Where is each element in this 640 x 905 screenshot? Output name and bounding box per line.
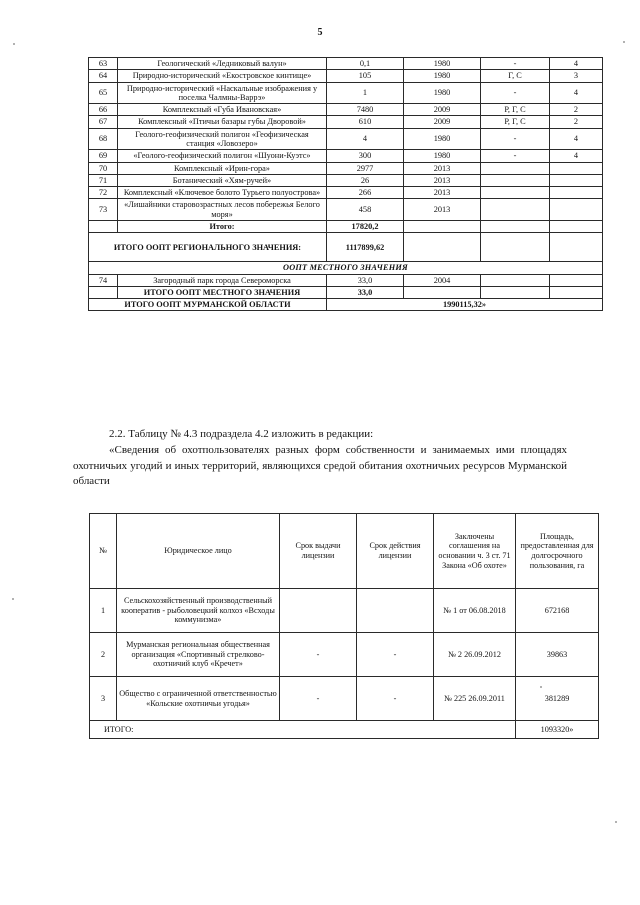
row-area: 266 — [327, 187, 404, 199]
row-name: Комплексный «Губа Ивановская» — [118, 104, 327, 116]
table-row — [89, 162, 603, 174]
row-number: 65 — [89, 82, 118, 104]
table-row — [89, 104, 603, 116]
row-category: 2 — [550, 104, 603, 116]
scan-speckle — [12, 598, 14, 600]
row-agreement: № 2 26.09.2012 — [434, 633, 516, 677]
row-name: Геологический «Ледниковый валун» — [118, 58, 327, 70]
row-year: 2013 — [404, 174, 481, 186]
local-total-area: 33,0 — [327, 286, 404, 298]
table-row — [89, 150, 603, 162]
local-section-banner-row — [89, 262, 603, 274]
row-number: 74 — [89, 274, 118, 286]
header-issue-date: Срок выдачи лицензии — [280, 514, 357, 589]
hunters-total-label: ИТОГО: — [90, 721, 516, 739]
oopt-table-container — [88, 57, 579, 311]
row-status: - — [481, 128, 550, 150]
table-row — [90, 677, 599, 721]
row-status — [481, 162, 550, 174]
oopt-table — [88, 57, 603, 311]
local-total-row — [89, 286, 603, 298]
row-year: 1980 — [404, 58, 481, 70]
row-status: - — [481, 58, 550, 70]
table-row — [89, 187, 603, 199]
oopt-table-body — [89, 58, 603, 311]
hunters-table-container — [89, 513, 594, 739]
row-number: 1 — [90, 589, 117, 633]
header-valid-date: Срок действия лицензии — [357, 514, 434, 589]
clause-body: «Сведения об охотпользователях разных форм собственности и занимаемых ими площадях охотничьих угодий и иных территорий, являющихся средой обитания охотничьих ресурсов Мурманской области — [73, 443, 567, 488]
regional-total-category — [550, 233, 603, 262]
row-category: 4 — [550, 128, 603, 150]
table-row — [89, 174, 603, 186]
row-name: Комплексный «Птичьи базары губы Дворовой» — [118, 116, 327, 128]
table-row — [89, 58, 603, 70]
row-year: 2013 — [404, 199, 481, 221]
row-category: 4 — [550, 82, 603, 104]
header-agreement: Заключены соглашения на основании ч. 3 ст. 71 Закона «Об охоте» — [434, 514, 516, 589]
row-name: Природно-исторический «Екостровское кинтище» — [118, 70, 327, 82]
local-total-status — [481, 286, 550, 298]
row-year: 1980 — [404, 150, 481, 162]
row-category — [550, 162, 603, 174]
table-row — [89, 70, 603, 82]
row-number: 71 — [89, 174, 118, 186]
row-status: Р, Г, С — [481, 104, 550, 116]
row-year: 1980 — [404, 70, 481, 82]
row-status — [481, 274, 550, 286]
hunters-total-area: 1093320» — [516, 721, 599, 739]
row-number: 2 — [90, 633, 117, 677]
row-name: Комплексный «Ирин-гора» — [118, 162, 327, 174]
row-number: 73 — [89, 199, 118, 221]
row-status — [481, 187, 550, 199]
subtotal-area: 17820,2 — [327, 220, 404, 232]
row-number: 70 — [89, 162, 118, 174]
grand-total-label: ИТОГО ООПТ МУРМАНСКОЙ ОБЛАСТИ — [89, 299, 327, 311]
grand-total-area: 1990115,32» — [327, 299, 603, 311]
row-number: 72 — [89, 187, 118, 199]
subtotal-category — [550, 220, 603, 232]
page-number: 5 — [317, 27, 323, 38]
header-area: Площадь, предоставленная для долгосрочного пользования, га — [516, 514, 599, 589]
row-status: Г, С — [481, 70, 550, 82]
row-area: 1 — [327, 82, 404, 104]
row-number: 69 — [89, 150, 118, 162]
row-area: 105 — [327, 70, 404, 82]
row-category: 3 — [550, 70, 603, 82]
row-number: 3 — [90, 677, 117, 721]
row-name: Геолого-геофизический полигон «Геофизическая станция «Ловозеро» — [118, 128, 327, 150]
row-year: 2004 — [404, 274, 481, 286]
amendment-paragraph — [73, 427, 567, 506]
row-area: 300 — [327, 150, 404, 162]
row-status: Р, Г, С — [481, 116, 550, 128]
row-area: 26 — [327, 174, 404, 186]
row-name: Ботанический «Хям-ручей» — [118, 174, 327, 186]
hunters-table-body — [90, 514, 599, 739]
row-area: 458 — [327, 199, 404, 221]
table-header-row — [90, 514, 599, 589]
row-name: Природно-исторический «Наскальные изображения у поселка Чалмны-Варрэ» — [118, 82, 327, 104]
row-category: 4 — [550, 58, 603, 70]
scan-speckle — [623, 41, 625, 43]
local-section-banner: ООПТ МЕСТНОГО ЗНАЧЕНИЯ — [89, 262, 603, 274]
row-area: 672168 — [516, 589, 599, 633]
row-number: 68 — [89, 128, 118, 150]
subtotal-row — [89, 220, 603, 232]
row-issue-date — [280, 589, 357, 633]
row-agreement: № 1 от 06.08.2018 — [434, 589, 516, 633]
hunters-table — [89, 513, 599, 739]
table-row — [89, 274, 603, 286]
local-total-category — [550, 286, 603, 298]
row-category — [550, 174, 603, 186]
row-category: 2 — [550, 116, 603, 128]
row-number: 63 — [89, 58, 118, 70]
row-issue-date: - — [280, 677, 357, 721]
row-category — [550, 199, 603, 221]
row-status: - — [481, 150, 550, 162]
row-year: 2009 — [404, 116, 481, 128]
row-category: 4 — [550, 150, 603, 162]
subtotal-status — [481, 220, 550, 232]
hunters-total-row — [90, 721, 599, 739]
row-year: 2013 — [404, 162, 481, 174]
row-category — [550, 187, 603, 199]
header-number: № — [90, 514, 117, 589]
row-name: «Лишайники старовозрастных лесов побережья Белого моря» — [118, 199, 327, 221]
subtotal-label: Итого: — [118, 220, 327, 232]
regional-total-status — [481, 233, 550, 262]
row-area: 2977 — [327, 162, 404, 174]
table-row — [89, 128, 603, 150]
row-status: - — [481, 82, 550, 104]
row-year: 1980 — [404, 82, 481, 104]
row-year: 2009 — [404, 104, 481, 116]
row-category — [550, 274, 603, 286]
row-area: 7480 — [327, 104, 404, 116]
table-row — [89, 82, 603, 104]
row-name: «Геолого-геофизический полигон «Шуони-Куэтс» — [118, 150, 327, 162]
row-year: 1980 — [404, 128, 481, 150]
header-entity: Юридическое лицо — [117, 514, 280, 589]
row-year: 2013 — [404, 187, 481, 199]
clause-line: 2.2. Таблицу № 4.3 подраздела 4.2 изложить в редакции: — [109, 428, 374, 440]
subtotal-year — [404, 220, 481, 232]
table-row — [90, 633, 599, 677]
row-name: Загородный парк города Североморска — [118, 274, 327, 286]
row-number: 67 — [89, 116, 118, 128]
regional-total-row — [89, 233, 603, 262]
row-entity: Общество с ограниченной ответственностью «Кольские охотничьи угодья» — [117, 677, 280, 721]
grand-total-row — [89, 299, 603, 311]
row-valid-date — [357, 589, 434, 633]
row-entity: Сельскохозяйственный производственный кооператив - рыболовецкий колхоз «Всходы коммунизма» — [117, 589, 280, 633]
row-area: 0,1 — [327, 58, 404, 70]
regional-total-year — [404, 233, 481, 262]
row-status — [481, 199, 550, 221]
scan-speckle — [615, 821, 617, 823]
scan-speckle — [540, 686, 542, 688]
regional-total-label: ИТОГО ООПТ РЕГИОНАЛЬНОГО ЗНАЧЕНИЯ: — [89, 233, 327, 262]
row-valid-date: - — [357, 677, 434, 721]
subtotal-spacer — [89, 220, 118, 232]
row-number: 66 — [89, 104, 118, 116]
local-total-spacer — [89, 286, 118, 298]
row-name: Комплексный «Ключевое болото Турьего полуострова» — [118, 187, 327, 199]
local-total-label: ИТОГО ООПТ МЕСТНОГО ЗНАЧЕНИЯ — [118, 286, 327, 298]
row-area: 33,0 — [327, 274, 404, 286]
row-area: 4 — [327, 128, 404, 150]
row-status — [481, 174, 550, 186]
scan-speckle — [13, 43, 15, 45]
row-area: 381289 — [516, 677, 599, 721]
row-number: 64 — [89, 70, 118, 82]
table-row — [89, 116, 603, 128]
row-area: 610 — [327, 116, 404, 128]
table-row — [89, 199, 603, 221]
row-valid-date: - — [357, 633, 434, 677]
row-area: 39863 — [516, 633, 599, 677]
row-entity: Мурманская региональная общественная организация «Спортивный стрелково-охотничий клуб «Кречет» — [117, 633, 280, 677]
row-issue-date: - — [280, 633, 357, 677]
regional-total-area: 1117899,62 — [327, 233, 404, 262]
row-agreement: № 225 26.09.2011 — [434, 677, 516, 721]
table-row — [90, 589, 599, 633]
local-total-year — [404, 286, 481, 298]
